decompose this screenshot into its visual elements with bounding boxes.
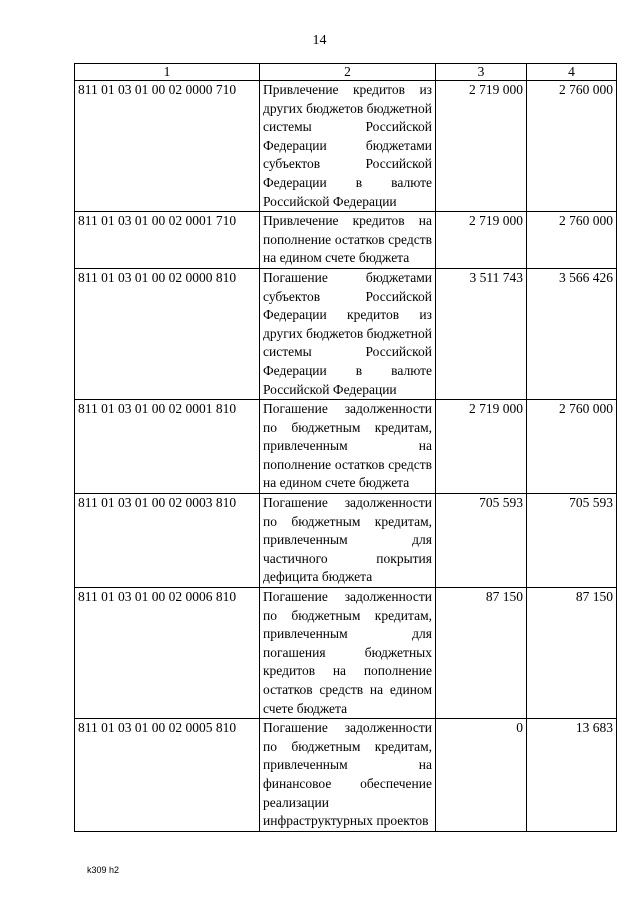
- amount-col4: 2 760 000: [527, 81, 617, 212]
- amount-col4: 705 593: [527, 494, 617, 588]
- row-description: Погашение задолженности по бюджетным кредитам, привлеченным на финансовое обеспечение реализации инфраструктурных проектов: [260, 719, 436, 832]
- amount-col3: 0: [436, 719, 527, 832]
- table-row: [75, 719, 617, 832]
- budget-sources-table: [74, 63, 617, 832]
- table-header-row: [75, 64, 617, 81]
- budget-code: 811 01 03 01 00 02 0006 810: [75, 588, 260, 719]
- amount-col3: 3 511 743: [436, 268, 527, 399]
- budget-code: 811 01 03 01 00 02 0005 810: [75, 719, 260, 832]
- amount-col3: 2 719 000: [436, 212, 527, 269]
- table-row: [75, 588, 617, 719]
- row-description: Привлечение кредитов из других бюджетов бюджетной системы Российской Федерации бюджетами субъектов Российской Федерации в валюте Российской Федерации: [260, 81, 436, 212]
- column-header-1: 1: [75, 64, 260, 81]
- table-row: [75, 268, 617, 399]
- amount-col3: 2 719 000: [436, 400, 527, 494]
- row-description: Погашение задолженности по бюджетным кредитам, привлеченным для погашения бюджетных кредитов на пополнение остатков средств на едином счете бюджета: [260, 588, 436, 719]
- budget-code: 811 01 03 01 00 02 0001 710: [75, 212, 260, 269]
- amount-col4: 87 150: [527, 588, 617, 719]
- column-header-4: 4: [527, 64, 617, 81]
- table-row: [75, 212, 617, 269]
- budget-code: 811 01 03 01 00 02 0000 810: [75, 268, 260, 399]
- amount-col4: 13 683: [527, 719, 617, 832]
- amount-col3: 2 719 000: [436, 81, 527, 212]
- amount-col3: 705 593: [436, 494, 527, 588]
- amount-col3: 87 150: [436, 588, 527, 719]
- amount-col4: 2 760 000: [527, 400, 617, 494]
- row-description: Привлечение кредитов на пополнение остатков средств на едином счете бюджета: [260, 212, 436, 269]
- amount-col4: 3 566 426: [527, 268, 617, 399]
- row-description: Погашение задолженности по бюджетным кредитам, привлеченным для частичного покрытия дефицита бюджета: [260, 494, 436, 588]
- page-number: 14: [312, 33, 327, 48]
- table-row: [75, 81, 617, 212]
- budget-code: 811 01 03 01 00 02 0001 810: [75, 400, 260, 494]
- budget-code: 811 01 03 01 00 02 0003 810: [75, 494, 260, 588]
- table-row: [75, 494, 617, 588]
- footer-document-code: k309 h2: [87, 865, 120, 875]
- table-row: [75, 400, 617, 494]
- amount-col4: 2 760 000: [527, 212, 617, 269]
- row-description: Погашение задолженности по бюджетным кредитам, привлеченным на пополнение остатков средств на едином счете бюджета: [260, 400, 436, 494]
- column-header-2: 2: [260, 64, 436, 81]
- budget-code: 811 01 03 01 00 02 0000 710: [75, 81, 260, 212]
- column-header-3: 3: [436, 64, 527, 81]
- row-description: Погашение бюджетами субъектов Российской Федерации кредитов из других бюджетов бюджетной системы Российской Федерации в валюте Российской Федерации: [260, 268, 436, 399]
